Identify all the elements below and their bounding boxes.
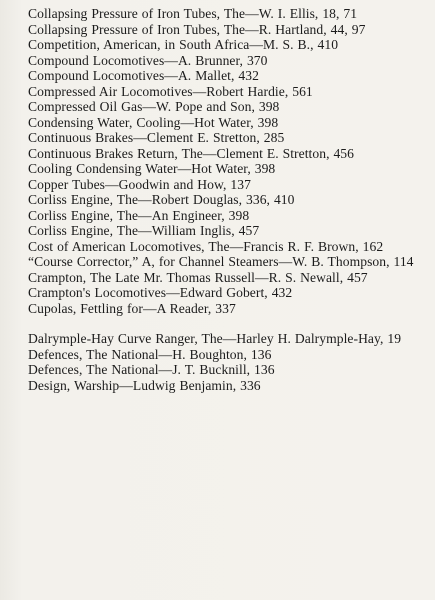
index-entry: Compressed Oil Gas—W. Pope and Son, 398 xyxy=(28,99,280,114)
index-entry: Defences, The National—J. T. Bucknill, 136 xyxy=(28,362,275,377)
index-entry: Continuous Brakes Return, The—Clement E. Stretton, 456 xyxy=(28,145,355,161)
index-entry: Crampton's Locomotives—Edward Gobert, 432 xyxy=(28,285,293,300)
index-entry: Condensing Water, Cooling—Hot Water, 398 xyxy=(28,114,279,130)
index-entry: Compressed Air Locomotives—Robert Hardie, 561 xyxy=(28,83,313,99)
index-entry: Cupolas, Fettling for—A Reader, 337 xyxy=(28,300,236,316)
index-group-c xyxy=(28,6,423,316)
index-entry: Design, Warship—Ludwig Benjamin, 336 xyxy=(28,377,261,393)
index-entry: Dalrymple-Hay Curve Ranger, The—Harley H. Dalrymple-Hay, 19 xyxy=(28,331,402,346)
index-entry: Cost of American Locomotives, The—Francis R. F. Brown, 162 xyxy=(28,238,384,254)
index-entry: Collapsing Pressure of Iron Tubes, The—R. Hartland, 44, 97 xyxy=(28,21,366,37)
index-entry: Compound Locomotives—A. Brunner, 370 xyxy=(28,52,268,68)
index-group-d xyxy=(28,331,423,393)
index-entry: Copper Tubes—Goodwin and How, 137 xyxy=(28,176,251,192)
index-entry: Continuous Brakes—Clement E. Stretton, 285 xyxy=(28,130,285,145)
index-entry: Crampton, The Late Mr. Thomas Russell—R. S. Newall, 457 xyxy=(28,269,368,285)
index-entry: Corliss Engine, The—An Engineer, 398 xyxy=(28,207,250,223)
index-entry: Competition, American, in South Africa—M. S. B., 410 xyxy=(28,37,339,52)
section-gap xyxy=(28,316,423,331)
index-entry: Corliss Engine, The—Robert Douglas, 336, 410 xyxy=(28,192,295,207)
index-entry: “Course Corrector,” A, for Channel Steamers—W. B. Thompson, 114 xyxy=(28,254,414,269)
index-entry: Corliss Engine, The—William Inglis, 457 xyxy=(28,223,260,238)
index-entry: Defences, The National—H. Boughton, 136 xyxy=(28,346,272,362)
index-entry: Cooling Condensing Water—Hot Water, 398 xyxy=(28,161,276,176)
index-entry: Collapsing Pressure of Iron Tubes, The—W. I. Ellis, 18, 71 xyxy=(28,6,358,21)
index-entry: Compound Locomotives—A. Mallet, 432 xyxy=(28,68,259,83)
